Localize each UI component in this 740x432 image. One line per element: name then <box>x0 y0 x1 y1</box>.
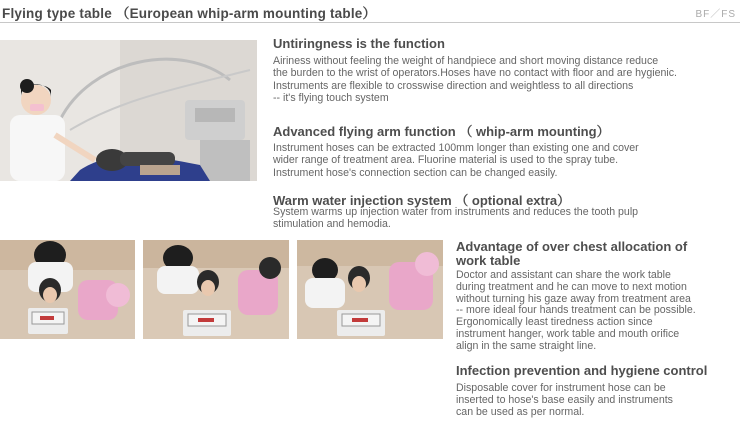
four-hands-photo-2 <box>143 240 289 339</box>
section-body-untiringness <box>273 55 677 105</box>
section-title-flying-arm: Advanced flying arm function （ whip-arm mounting） <box>273 124 610 139</box>
body-line: can be used as per normal. <box>456 405 585 418</box>
body-line: during treatment and he can move to next motion <box>456 280 687 293</box>
page-header <box>0 0 740 23</box>
body-line: Airiness without feeling the weight of handpiece and short moving distance reduce <box>273 55 659 67</box>
body-line: -- it's flying touch system <box>273 92 389 105</box>
body-line: instrument hanger, work table and mouth orifice <box>456 327 680 340</box>
page-title: Flying type table （European whip-arm mounting table） <box>2 6 377 21</box>
body-line: Instrument hoses can be extracted 100mm longer than existing one and cover <box>273 142 639 154</box>
dentist-treatment-photo <box>0 40 257 181</box>
body-line: Instruments are flexible to crosswise direction and weightless to all directions <box>273 79 634 92</box>
four-hands-photo-1 <box>0 240 135 339</box>
body-line: -- more ideal four hands treatment can be possible. <box>456 304 696 317</box>
body-line: System warms up injection water from instruments and reduces the tooth pulp <box>273 206 639 218</box>
section-body-infection <box>456 383 673 418</box>
model-code: BF／FS <box>695 9 736 20</box>
body-line: stimulation and hemodia. <box>273 218 391 231</box>
section-title-untiringness: Untiringness is the function <box>273 36 445 51</box>
section-title-warm-water: Warm water injection system （ optional extra） <box>273 193 571 208</box>
section-body-warm-water <box>273 206 638 231</box>
body-line: the burden to the wrist of operators.Hoses have no contact with floor and are hygienic. <box>273 67 677 80</box>
body-line: wider range of treatment area. Fluorine material is used to the spray tube. <box>273 154 619 167</box>
title-line: Advantage of over chest allocation of <box>456 239 688 254</box>
title-line: work table <box>456 253 521 268</box>
body-line: inserted to hose's base easily and instruments <box>456 393 673 406</box>
section-body-flying-arm <box>273 142 639 179</box>
body-line: Doctor and assistant can share the work table <box>456 269 671 281</box>
section-title-chest-allocation <box>456 240 687 268</box>
body-line: Ergonomically least tiredness action since <box>456 316 653 329</box>
body-line: without turning his gaze away from treatment area <box>456 292 691 305</box>
body-line: align in the same straight line. <box>456 339 597 352</box>
section-title-infection: Infection prevention and hygiene control <box>456 363 708 378</box>
body-line: Instrument hose's connection section can be changed easily. <box>273 166 558 179</box>
section-body-chest-allocation <box>456 270 696 353</box>
four-hands-photo-3 <box>297 240 443 339</box>
body-line: Disposable cover for instrument hose can be <box>456 382 666 394</box>
